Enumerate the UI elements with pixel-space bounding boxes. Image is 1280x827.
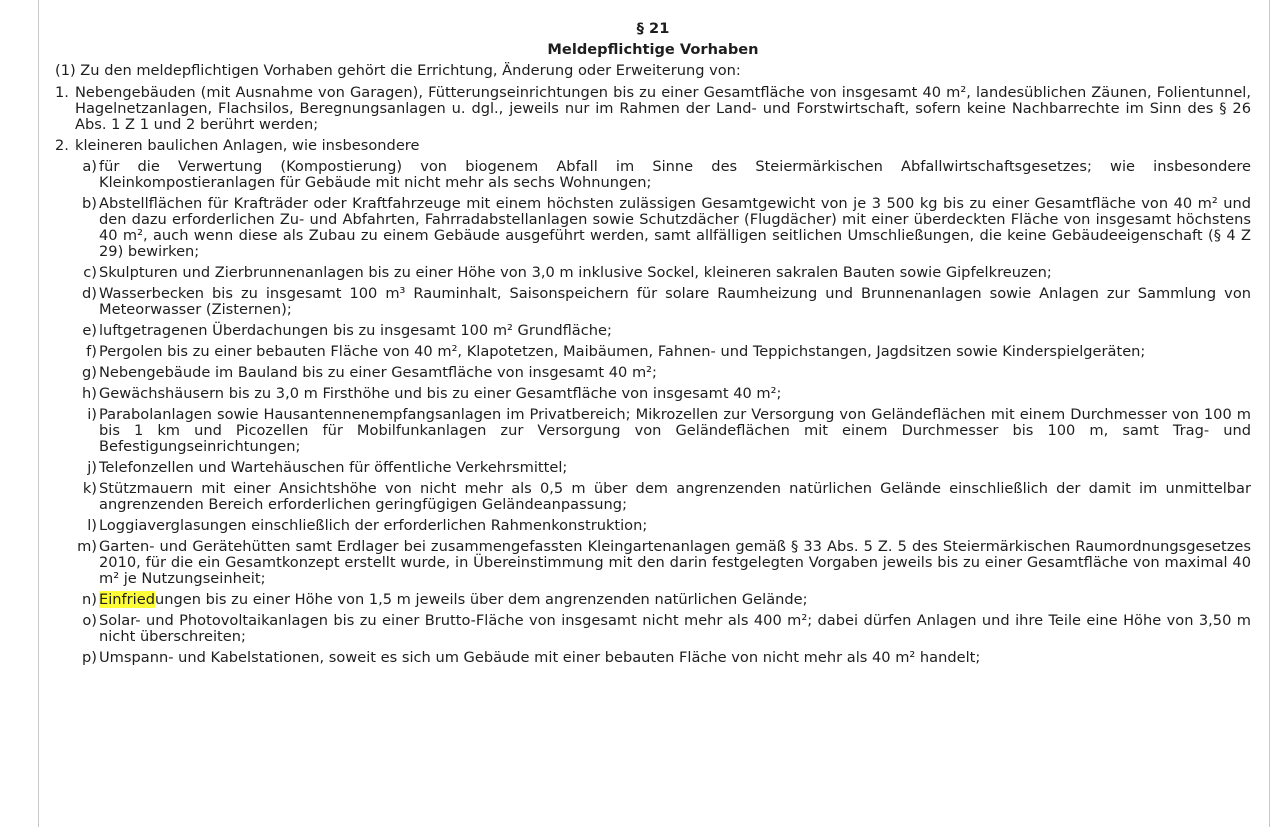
sub-item-o <box>61 613 1251 645</box>
sub-item-text: Wasserbecken bis zu insgesamt 100 m³ Rauminhalt, Saisonspeichern für solare Raumheizung und Brunnenanlagen sowie Anlagen zur Sammlung von Meteorwasser (Zisternen); <box>99 285 1251 318</box>
sub-item-text: Garten- und Gerätehütten samt Erdlager bei zusammengefassten Kleingartenanlagen gemäß § 33 Abs. 5 Z. 5 des Steiermärkischen Raumordnungsgesetzes 2010, für die ein Gesamtkonzept erstellt wurde, in Übereinstimmung mit den darin festgelegten Vorgaben jeweils bis zu einer Gesamtfläche von maximal 40 m² je Nutzungseinheit; <box>99 538 1251 587</box>
sub-item-i <box>61 407 1251 455</box>
sub-item-n <box>61 592 1251 608</box>
sub-item-text: Telefonzellen und Wartehäuschen für öffentliche Verkehrsmittel; <box>99 459 568 476</box>
sub-item-j <box>61 460 1251 476</box>
sub-item-c <box>61 265 1251 281</box>
list-item-text: kleineren baulichen Anlagen, wie insbesondere <box>75 137 420 154</box>
sub-item-d <box>61 286 1251 318</box>
sub-item-text: Abstellflächen für Krafträder oder Kraftfahrzeuge mit einem höchsten zulässigen Gesamtgewicht von je 3 500 kg bis zu einer Gesamtfläche von 40 m² und den dazu erforderlichen Zu- und Abfahrten, Fahrradabstellanlagen sowie Schutzdächer (Flugdächer) mit einer überdeckten Fläche von insgesamt höchstens 40 m², auch wenn diese als Zubau zu einem Gebäude ausgeführt werden, samt allfälligen seitlichen Umschließungen, die keine Gebäudeeigenschaft (§ 4 Z 29) bewirken; <box>99 195 1251 260</box>
sub-item-a <box>61 159 1251 191</box>
sub-item-letter: e) <box>82 322 97 339</box>
sub-item-text: Nebengebäude im Bauland bis zu einer Gesamtfläche von insgesamt 40 m²; <box>99 364 657 381</box>
sub-item-letter: a) <box>82 158 97 175</box>
section-number: § 21 <box>636 20 670 37</box>
sub-item-letter: d) <box>82 285 97 302</box>
sub-item-text: Solar- und Photovoltaikanlagen bis zu einer Brutto-Fläche von insgesamt nicht mehr als 400 m²; dabei dürfen Anlagen und ihre Teile eine Höhe von 3,50 m nicht überschreiten; <box>99 612 1251 645</box>
sub-item-letter: k) <box>82 480 97 497</box>
sub-item-letter: n) <box>82 591 97 608</box>
sub-item-text-rest: ungen bis zu einer Höhe von 1,5 m jeweils über dem angrenzenden natürlichen Gelände; <box>154 591 808 608</box>
sub-item-text: für die Verwertung (Kompostierung) von biogenem Abfall im Sinne des Steiermärkischen Abfallwirtschaftsgesetzes; wie insbesondere Kleinkompostieranlagen für Gebäude mit nicht mehr als sechs Wohnungen; <box>99 158 1251 191</box>
list-item-2 <box>55 138 1251 154</box>
sub-item-b <box>61 196 1251 260</box>
sub-item-letter: h) <box>82 385 97 402</box>
sub-item-text: Pergolen bis zu einer bebauten Fläche von 40 m², Klapotetzen, Maibäumen, Fahnen- und Teppichstangen, Jagdsitzen sowie Kinderspielgeräten; <box>99 343 1146 360</box>
sub-item-letter: o) <box>82 612 97 629</box>
list-item-1 <box>55 85 1251 133</box>
sub-item-text <box>99 592 1251 608</box>
sub-item-m <box>61 539 1251 587</box>
sub-item-text: Parabolanlagen sowie Hausantennenempfangsanlagen im Privatbereich; Mikrozellen zur Versorgung von Geländeflächen mit einem Durchmesser von 100 m bis 1 km und Picozellen für Mobilfunkanlagen zur Versorgung von Geländeflächen mit einem Durchmesser bis 100 m, samt Trag- und Befestigungseinrichtungen; <box>99 406 1251 455</box>
sub-item-text: Skulpturen und Zierbrunnenanlagen bis zu einer Höhe von 3,0 m inklusive Sockel, kleineren sakralen Bauten sowie Gipfelkreuzen; <box>99 264 1052 281</box>
sub-item-g <box>61 365 1251 381</box>
sub-item-letter: p) <box>82 649 97 666</box>
sub-item-letter: l) <box>87 517 97 534</box>
sub-item-f <box>61 344 1251 360</box>
sub-item-text: Umspann- und Kabelstationen, soweit es sich um Gebäude mit einer bebauten Fläche von nicht mehr als 40 m² handelt; <box>99 649 981 666</box>
search-highlight: Einfried <box>99 591 155 608</box>
sub-item-text: Stützmauern mit einer Ansichtshöhe von nicht mehr als 0,5 m über dem angrenzenden natürlichen Gelände einschließlich der damit im unmittelbar angrenzenden Bereich erforderlichen geringfügigen Geländeanpassung; <box>99 480 1251 513</box>
list-item-number: 2. <box>55 137 69 154</box>
sub-item-h <box>61 386 1251 402</box>
list-item-text: Nebengebäuden (mit Ausnahme von Garagen), Fütterungseinrichtungen bis zu einer Gesamtfläche von insgesamt 40 m², landesüblichen Zäunen, Folientunnel, Hagelnetzanlagen, Flachsilos, Beregnungsanlagen u. dgl., jeweils nur im Rahmen der Land- und Forstwirtschaft, sofern keine Nachbarrechte im Sinn des § 26 Abs. 1 Z 1 und 2 berührt werden; <box>75 84 1251 133</box>
sub-item-letter: j) <box>87 459 97 476</box>
sub-item-letter: b) <box>82 195 97 212</box>
sub-item-p <box>61 650 1251 666</box>
document-content <box>55 19 1251 671</box>
list-item-number: 1. <box>55 84 69 101</box>
sub-item-text: Loggiaverglasungen einschließlich der erforderlichen Rahmenkonstruktion; <box>99 517 648 534</box>
sub-item-text: luftgetragenen Überdachungen bis zu insgesamt 100 m² Grundfläche; <box>99 322 612 339</box>
sub-item-letter: f) <box>86 343 97 360</box>
sub-item-k <box>61 481 1251 513</box>
sub-item-text: Gewächshäusern bis zu 3,0 m Firsthöhe und bis zu einer Gesamtfläche von insgesamt 40 m²; <box>99 385 782 402</box>
sub-item-letter: i) <box>87 406 97 423</box>
document-page <box>38 0 1270 827</box>
sub-item-letter: c) <box>83 264 97 281</box>
sub-item-e <box>61 323 1251 339</box>
sub-item-letter: m) <box>77 538 97 555</box>
sub-item-l <box>61 518 1251 534</box>
section-intro: (1) Zu den meldepflichtigen Vorhaben gehört die Errichtung, Änderung oder Erweiterung von: <box>55 62 741 79</box>
section-title: Meldepflichtige Vorhaben <box>547 41 759 58</box>
sub-item-letter: g) <box>82 364 97 381</box>
